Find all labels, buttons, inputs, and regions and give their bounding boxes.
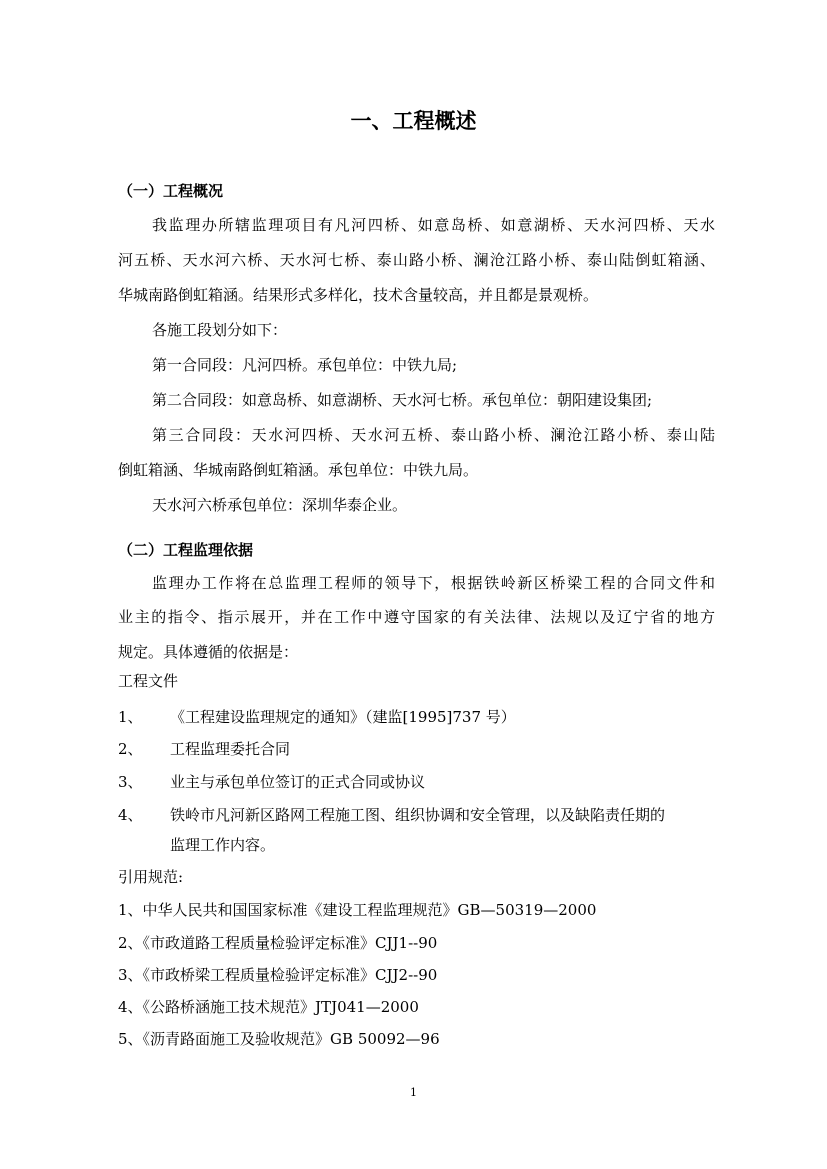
section-heading-overview: （一）工程概况 (118, 182, 224, 200)
list-number: 2、 (118, 740, 143, 758)
paragraph-line: 河五桥、天水河六桥、天水河七桥、泰山路小桥、澜沧江路小桥、泰山陆倒虹箱涵、 (118, 251, 715, 269)
norms-label: 引用规范: (118, 868, 184, 886)
norm-item: 4、《公路桥涵施工技术规范》JTJ041—2000 (118, 998, 419, 1016)
paragraph-line: 我监理办所辖监理项目有凡河四桥、如意岛桥、如意湖桥、天水河四桥、天水 (152, 216, 715, 234)
page-title: 一、工程概述 (350, 109, 477, 133)
list-item: 工程监理委托合同 (170, 740, 291, 758)
list-number: 1、 (118, 708, 143, 726)
paragraph-line: 天水河六桥承包单位：深圳华泰企业。 (152, 496, 408, 514)
page-number: 1 (410, 1086, 417, 1099)
paragraph-line: 规定。具体遵循的依据是： (118, 643, 299, 661)
norm-item: 1、中华人民共和国国家标准《建设工程监理规范》GB—50319—2000 (118, 901, 597, 919)
norm-item: 5、《沥青路面施工及验收规范》GB 50092—96 (118, 1030, 440, 1048)
list-item: 铁岭市凡河新区路网工程施工图、组织协调和安全管理，以及缺陷责任期的 (170, 806, 666, 824)
list-item-continuation: 监理工作内容。 (170, 836, 276, 854)
paragraph-line: 倒虹箱涵、华城南路倒虹箱涵。承包单位：中铁九局。 (118, 461, 479, 479)
files-label: 工程文件 (118, 672, 179, 690)
paragraph-line: 华城南路倒虹箱涵。结果形式多样化，技术含量较高，并且都是景观桥。 (118, 286, 599, 304)
paragraph-line: 监理办工作将在总监理工程师的领导下，根据铁岭新区桥梁工程的合同文件和 (152, 574, 715, 592)
paragraph-line: 业主的指令、指示展开，并在工作中遵守国家的有关法律、法规以及辽宁省的地方 (118, 608, 715, 626)
section-heading-basis: （二）工程监理依据 (118, 541, 254, 559)
list-number: 3、 (118, 773, 143, 791)
norm-item: 3、《市政桥梁工程质量检验评定标准》CJJ2--90 (118, 966, 438, 984)
paragraph-line: 第一合同段：凡河四桥。承包单位：中铁九局; (152, 356, 458, 374)
norm-item: 2、《市政道路工程质量检验评定标准》CJJ1--90 (118, 934, 438, 952)
paragraph-line: 各施工段划分如下： (152, 321, 288, 339)
paragraph-line: 第三合同段：天水河四桥、天水河五桥、泰山路小桥、澜沧江路小桥、泰山陆 (152, 426, 715, 444)
list-number: 4、 (118, 806, 143, 824)
list-item: 业主与承包单位签订的正式合同或协议 (170, 773, 426, 791)
list-item: 《工程建设监理规定的通知》（建监[1995]737 号） (170, 708, 516, 726)
paragraph-line: 第二合同段：如意岛桥、如意湖桥、天水河七桥。承包单位：朝阳建设集团; (152, 391, 653, 409)
